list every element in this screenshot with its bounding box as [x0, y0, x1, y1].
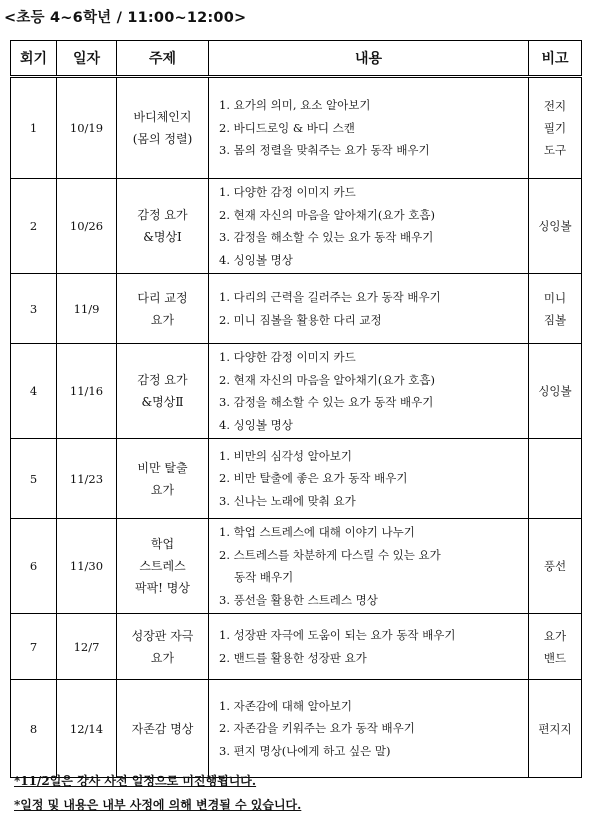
content-line: 2. 밴드를 활용한 성장판 요가 [219, 650, 367, 665]
session-date: 12/14 [57, 680, 117, 778]
topic-line: 요가 [150, 482, 175, 497]
note-line: 도구 [543, 143, 567, 157]
session-note [529, 344, 582, 439]
content-line: 1. 다양한 감정 이미지 카드 [219, 185, 356, 199]
note-line: 풍선 [543, 559, 567, 573]
content-line: 2. 현재 자신의 마음을 알아채기(요가 호흡) [219, 372, 435, 387]
content-line: 2. 미니 짐볼을 활용한 다리 교정 [219, 312, 382, 327]
session-content [209, 274, 529, 344]
table-body [11, 77, 582, 778]
header-session: 회기 [11, 41, 57, 77]
table-row [11, 274, 582, 344]
note-line: 밴드 [543, 650, 567, 665]
session-note [529, 274, 582, 344]
note-line: 요가 [543, 628, 567, 643]
content-line: 3. 편지 명상(나에게 하고 싶은 말) [219, 743, 391, 758]
content-line: 2. 현재 자신의 마음을 알아채기(요가 호흡) [219, 207, 435, 222]
header-note: 비고 [529, 41, 582, 77]
session-number: 8 [11, 680, 57, 778]
content-line: 1. 요가의 의미, 요소 알아보기 [219, 98, 371, 113]
note-line: 미니 [543, 290, 567, 305]
footnote-2: *일정 및 내용은 내부 사정에 의해 변경될 수 있습니다. [14, 798, 302, 812]
topic-line: 학업 [150, 537, 175, 551]
content-line: 2. 바디드로잉 & 바디 스캔 [219, 120, 355, 135]
session-content [209, 614, 529, 680]
table-row [11, 179, 582, 274]
topic-line: 감정 요가 [137, 208, 188, 222]
note-line: 짐볼 [543, 312, 567, 327]
table-header-row [11, 41, 582, 77]
topic-line: (몸의 정렬) [132, 132, 193, 146]
topic-line: 스트레스 [139, 559, 186, 573]
table-row [11, 77, 582, 179]
session-number: 7 [11, 614, 57, 680]
session-number: 6 [11, 519, 57, 614]
note-line: 전지 [543, 99, 567, 113]
session-date: 11/16 [57, 344, 117, 439]
session-topic [117, 519, 209, 614]
topic-line: 감정 요가 [137, 373, 188, 387]
note-line: 필기 [543, 121, 567, 135]
content-line: 3. 풍선을 활용한 스트레스 명상 [219, 592, 378, 607]
session-date: 11/9 [57, 274, 117, 344]
topic-line: 팍팍! 명상 [134, 581, 190, 595]
content-line: 4. 싱잉볼 명상 [219, 417, 293, 432]
session-topic [117, 439, 209, 519]
session-topic [117, 77, 209, 179]
session-number: 3 [11, 274, 57, 344]
content-line: 1. 다리의 근력을 길러주는 요가 동작 배우기 [219, 290, 441, 304]
session-note [529, 77, 582, 179]
content-line: 1. 자존감에 대해 알아보기 [219, 698, 353, 713]
content-line: 3. 감정을 해소할 수 있는 요가 동작 배우기 [219, 395, 434, 409]
table-row [11, 344, 582, 439]
session-note [529, 614, 582, 680]
content-line: 1. 학업 스트레스에 대해 이야기 나누기 [219, 525, 415, 539]
session-number: 5 [11, 439, 57, 519]
content-line: 2. 스트레스를 차분하게 다스릴 수 있는 요가 [219, 547, 441, 562]
session-number: 4 [11, 344, 57, 439]
content-line: 1. 다양한 감정 이미지 카드 [219, 350, 356, 364]
topic-line: &명상Ⅰ [143, 230, 182, 244]
topic-line: 자존감 명상 [131, 721, 194, 736]
content-line: 2. 비만 탈출에 좋은 요가 동작 배우기 [219, 471, 408, 486]
session-topic [117, 614, 209, 680]
topic-line: 요가 [150, 650, 175, 665]
session-number: 2 [11, 179, 57, 274]
session-date: 10/26 [57, 179, 117, 274]
note-line: 싱잉볼 [538, 219, 572, 233]
note-line: 싱잉볼 [538, 384, 572, 398]
session-topic [117, 344, 209, 439]
session-note [529, 680, 582, 778]
session-topic [117, 274, 209, 344]
table-row [11, 439, 582, 519]
session-content [209, 179, 529, 274]
content-line: 3. 몸의 정렬을 맞춰주는 요가 동작 배우기 [219, 143, 430, 158]
session-date: 10/19 [57, 77, 117, 179]
session-number: 1 [11, 77, 57, 179]
session-topic [117, 680, 209, 778]
table-row [11, 680, 582, 778]
topic-line: 바디체인지 [133, 110, 192, 124]
header-topic: 주제 [117, 41, 209, 77]
session-content [209, 344, 529, 439]
content-line: 1. 비만의 심각성 알아보기 [219, 448, 353, 463]
session-note [529, 179, 582, 274]
content-line: 동작 배우기 [234, 570, 294, 584]
footnote-1: *11/2일은 강사 사전 일정으로 미진행됩니다. [14, 774, 257, 788]
topic-line: 요가 [150, 312, 175, 327]
session-content [209, 439, 529, 519]
session-date: 11/30 [57, 519, 117, 614]
content-line: 3. 감정을 해소할 수 있는 요가 동작 배우기 [219, 230, 434, 244]
schedule-title: <초등 4~6학년 / 11:00~12:00> [4, 10, 247, 26]
content-line: 4. 싱잉볼 명상 [219, 252, 293, 267]
content-line: 2. 자존감을 키워주는 요가 동작 배우기 [219, 721, 415, 736]
session-content [209, 77, 529, 179]
topic-line: 다리 교정 [137, 290, 188, 305]
table-row [11, 614, 582, 680]
session-date: 11/23 [57, 439, 117, 519]
session-content [209, 519, 529, 614]
topic-line: &명상Ⅱ [141, 395, 184, 409]
topic-line: 비만 탈출 [137, 460, 188, 475]
header-date: 일자 [57, 41, 117, 77]
table-row [11, 519, 582, 614]
session-topic [117, 179, 209, 274]
session-date: 12/7 [57, 614, 117, 680]
session-content [209, 680, 529, 778]
header-content: 내용 [209, 41, 529, 77]
content-line: 3. 신나는 노래에 맞춰 요가 [219, 493, 356, 508]
content-line: 1. 성장판 자극에 도움이 되는 요가 동작 배우기 [219, 628, 456, 642]
session-note [529, 439, 582, 519]
schedule-table [10, 40, 582, 778]
topic-line: 성장판 자극 [131, 628, 194, 643]
note-line: 편지지 [538, 721, 572, 736]
session-note [529, 519, 582, 614]
